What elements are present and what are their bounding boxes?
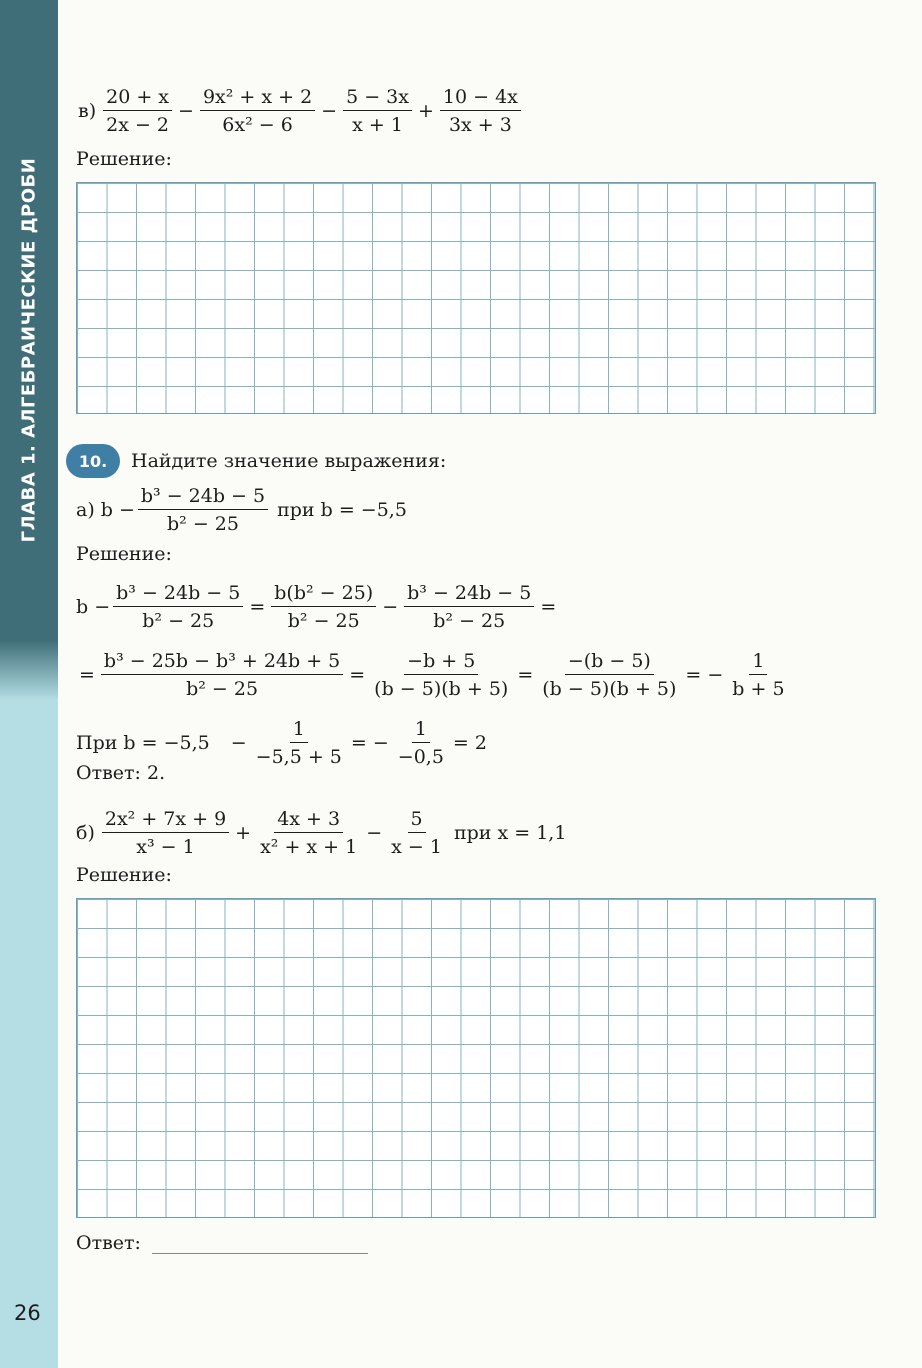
answer-input-line[interactable] <box>152 1253 368 1254</box>
task-title: Найдите значение выражения: <box>131 450 447 472</box>
numerator: 10 − 4x <box>440 86 521 111</box>
task-number-badge: 10. <box>66 444 120 478</box>
solution-line-3 <box>76 718 490 768</box>
numerator: b³ − 24b − 5 <box>404 582 534 607</box>
part-v-label: в) <box>78 100 97 122</box>
fraction <box>138 485 268 535</box>
solution-line-1 <box>76 582 559 632</box>
numerator: 5 <box>408 808 426 833</box>
operator: − <box>321 100 338 122</box>
numerator: 5 − 3x <box>343 86 412 111</box>
condition: при b = −5,5 <box>277 499 407 521</box>
chapter-sidebar <box>0 0 58 1368</box>
solution-label: Решение: <box>76 864 172 886</box>
numerator: 2x² + 7x + 9 <box>102 808 229 833</box>
numerator: 1 <box>412 718 430 743</box>
part-v-expression <box>78 86 524 136</box>
fraction <box>257 808 360 858</box>
fraction <box>113 582 243 632</box>
fraction <box>103 86 172 136</box>
operator: = − <box>685 664 724 686</box>
denominator: x − 1 <box>391 836 442 858</box>
result: = 2 <box>452 732 487 754</box>
operator: − <box>178 100 194 122</box>
operator: = <box>540 596 557 618</box>
numerator: 20 + x <box>103 86 172 111</box>
condition: при x = 1,1 <box>453 822 567 844</box>
numerator: 4x + 3 <box>274 808 343 833</box>
solution-label: Решение: <box>76 148 172 170</box>
denominator: 3x + 3 <box>448 114 512 136</box>
numerator: b³ − 24b − 5 <box>138 485 268 510</box>
part-b-label: б) <box>76 822 95 844</box>
numerator: b³ − 24b − 5 <box>113 582 243 607</box>
answer-text: Ответ: 2. <box>76 762 166 784</box>
solution-line-2 <box>76 650 791 700</box>
operator: = <box>517 664 534 686</box>
operator: = <box>79 664 95 686</box>
chapter-title: ГЛАВА 1. АЛГЕБРАИЧЕСКИЕ ДРОБИ <box>18 157 40 543</box>
fraction <box>729 650 787 700</box>
operator: − <box>366 822 383 844</box>
denominator: x³ − 1 <box>136 836 195 858</box>
numerator: 9x² + x + 2 <box>200 86 315 111</box>
denominator: 6x² − 6 <box>222 114 293 136</box>
page-number: 26 <box>14 1301 41 1325</box>
denominator: b + 5 <box>732 678 785 700</box>
fraction <box>101 650 343 700</box>
denominator: x² + x + 1 <box>260 836 358 858</box>
part-a-label: а) <box>76 499 95 521</box>
operator: − <box>382 596 399 618</box>
operator: = <box>349 664 366 686</box>
numerator: −(b − 5) <box>565 650 654 675</box>
fraction <box>440 86 521 136</box>
denominator: −5,5 + 5 <box>255 746 342 768</box>
denominator: b² − 25 <box>186 678 259 700</box>
substitution-lead: При b = −5,5 <box>76 732 210 754</box>
operator: + <box>418 100 434 122</box>
denominator: b² − 25 <box>142 610 215 632</box>
part-b-expression <box>76 808 566 858</box>
numerator: b(b² − 25) <box>271 582 376 607</box>
fraction <box>102 808 229 858</box>
fraction <box>388 808 445 858</box>
denominator: b² − 25 <box>287 610 360 632</box>
numerator: 1 <box>290 718 308 743</box>
denominator: (b − 5)(b + 5) <box>542 678 677 700</box>
fraction <box>343 86 412 136</box>
solution-label: Решение: <box>76 543 172 565</box>
answer-grid-v[interactable] <box>76 182 876 414</box>
numerator: 1 <box>749 650 767 675</box>
expression-lead: b − <box>76 596 111 618</box>
operator: = − <box>350 732 389 754</box>
answer-label: Ответ: <box>76 1232 141 1254</box>
operator: + <box>235 822 252 844</box>
operator: − <box>230 732 247 754</box>
fraction <box>371 650 511 700</box>
fraction <box>253 718 345 768</box>
denominator: b² − 25 <box>433 610 506 632</box>
answer-grid-b[interactable] <box>76 898 876 1218</box>
numerator: b³ − 25b − b³ + 24b + 5 <box>101 650 343 675</box>
fraction <box>539 650 679 700</box>
fraction <box>271 582 376 632</box>
fraction <box>395 718 447 768</box>
denominator: 2x − 2 <box>106 114 170 136</box>
fraction <box>404 582 534 632</box>
denominator: b² − 25 <box>167 513 239 535</box>
fraction <box>200 86 315 136</box>
expression-lead: b − <box>100 499 135 521</box>
numerator: −b + 5 <box>404 650 478 675</box>
denominator: x + 1 <box>352 114 403 136</box>
denominator: (b − 5)(b + 5) <box>374 678 509 700</box>
part-a-expression <box>76 485 407 535</box>
denominator: −0,5 <box>397 746 444 768</box>
operator: = <box>249 596 266 618</box>
